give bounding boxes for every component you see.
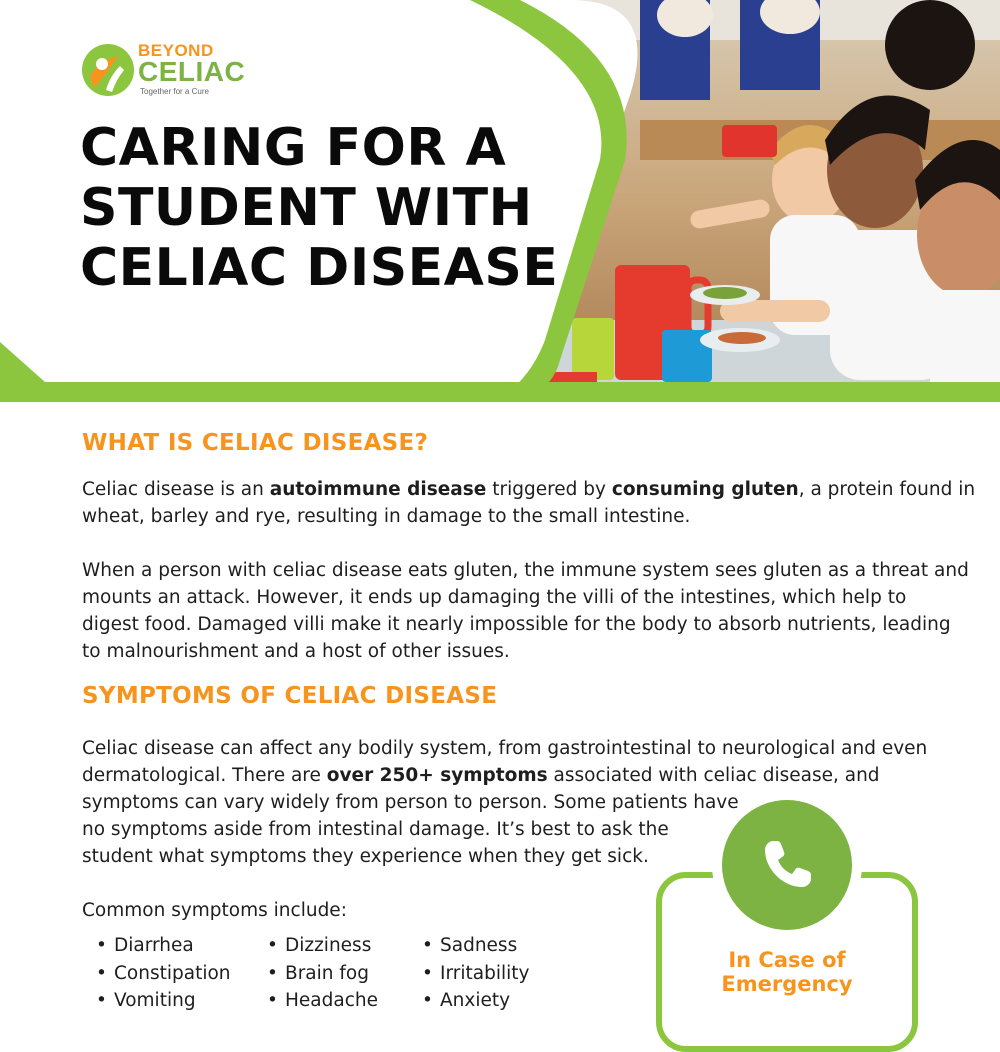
text-span: dermatological. There are: [82, 765, 327, 786]
logo-wordmark-beyond: BEYOND: [138, 41, 214, 60]
logo-mark-icon: [80, 42, 136, 98]
symptom-list-2: [267, 932, 378, 1015]
emergency-line: Emergency: [721, 972, 853, 996]
text-line: to malnourishment and a host of other issues.: [82, 641, 510, 662]
list-item: • Sadness: [422, 932, 529, 960]
text-line: When a person with celiac disease eats gluten, the immune system sees gluten as a threat and: [82, 560, 969, 581]
phone-icon-badge[interactable]: [722, 800, 852, 930]
list-item: • Diarrhea: [96, 932, 231, 960]
text-span: associated with celiac disease, and: [547, 765, 880, 786]
text-line: wheat, barley and rye, resulting in damage to the small intestine.: [82, 506, 691, 527]
what-is-paragraph-1: [82, 476, 975, 530]
text-line: mounts an attack. However, it ends up damaging the villi of the intestines, which help to: [82, 587, 907, 608]
list-item: • Anxiety: [422, 987, 529, 1015]
text-span: , a protein found in: [798, 479, 976, 500]
list-item: • Irritability: [422, 960, 529, 988]
symptom-list-3: [422, 932, 529, 1015]
emergency-line: In Case of: [728, 948, 846, 972]
phone-icon: [755, 833, 819, 897]
list-item: • Brain fog: [267, 960, 378, 988]
list-item: • Dizziness: [267, 932, 378, 960]
text-line: Celiac disease can affect any bodily system, from gastrointestinal to neurological and even: [82, 738, 928, 759]
what-is-paragraph-2: [82, 557, 969, 665]
bold-text: autoimmune disease: [269, 479, 487, 500]
emergency-label: [656, 948, 918, 996]
list-item: • Headache: [267, 987, 378, 1015]
symptoms-heading: SYMPTOMS OF CELIAC DISEASE: [82, 683, 498, 709]
title-line: CELIAC DISEASE: [80, 238, 559, 298]
text-line: symptoms can vary widely from person to person. Some patients have: [82, 792, 739, 813]
text-line: student what symptoms they experience when they get sick.: [82, 846, 649, 867]
list-item: • Vomiting: [96, 987, 231, 1015]
beyond-celiac-logo[interactable]: [80, 40, 246, 100]
list-item: • Constipation: [96, 960, 231, 988]
logo-wordmark-celiac: CELIAC: [138, 56, 246, 87]
title-line: CARING FOR A: [80, 118, 507, 178]
what-is-heading: WHAT IS CELIAC DISEASE?: [82, 430, 429, 456]
header-banner: [0, 0, 1000, 402]
text-span: Celiac disease is an: [82, 479, 270, 500]
page-title: [80, 118, 600, 298]
bold-text: over 250+ symptoms: [326, 765, 548, 786]
logo-tagline: Together for a Cure: [140, 87, 209, 96]
green-divider-band: [0, 382, 1000, 402]
title-line: STUDENT WITH: [80, 178, 533, 238]
symptom-list-1: [96, 932, 231, 1015]
text-line: Common symptoms include:: [82, 900, 347, 921]
common-symptoms-label: [82, 897, 347, 924]
text-line: no symptoms aside from intestinal damage. It’s best to ask the: [82, 819, 669, 840]
text-span: triggered by: [486, 479, 612, 500]
bold-text: consuming gluten: [611, 479, 799, 500]
text-line: digest food. Damaged villi make it nearly impossible for the body to absorb nutrients, leading: [82, 614, 951, 635]
